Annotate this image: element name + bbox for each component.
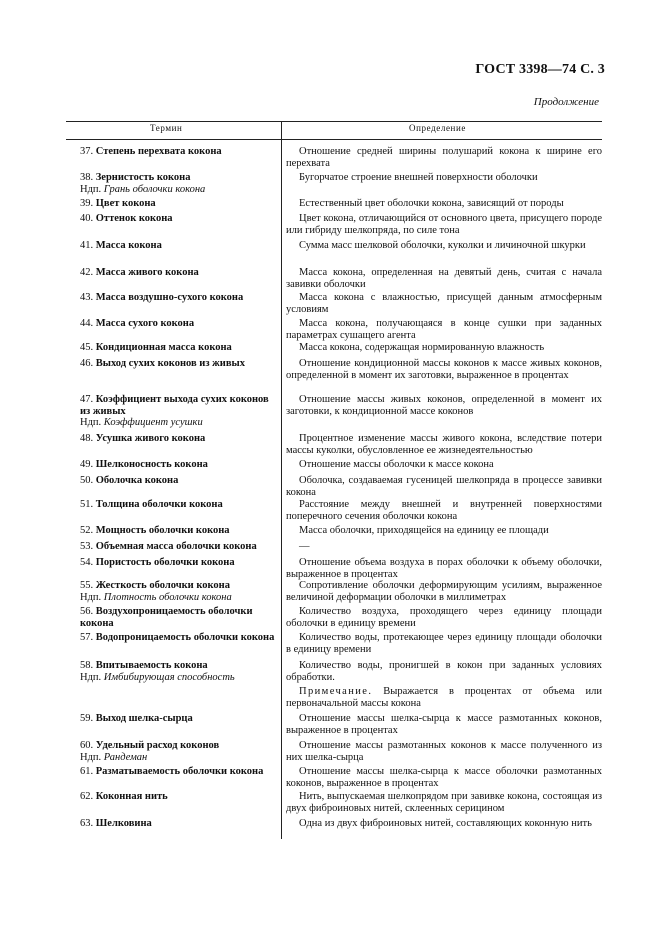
definition-cell: Нить, выпускаемая шелкопрядом при завивке кокона, состоящая из двух фиброиновых нитей, склеенных серицином bbox=[286, 791, 602, 814]
term-title bbox=[66, 459, 278, 471]
term-name: Разматываемость оболочки кокона bbox=[95, 766, 264, 777]
definition-cell: Отношение массы живых коконов, определенной в момент их заготовки, к кондиционной массе коконов bbox=[286, 394, 602, 417]
term-cell bbox=[66, 525, 278, 537]
term-number: 43. bbox=[80, 292, 94, 303]
term-title bbox=[66, 475, 278, 487]
term-cell bbox=[66, 292, 278, 304]
term-name: Мощность оболочки кокона bbox=[95, 525, 230, 536]
term-number: 61. bbox=[80, 766, 94, 777]
term-number: 56. bbox=[80, 606, 94, 617]
definition-cell: Процентное изменение массы живого кокона, вследствие потери массы куколки, обусловленное ее жизнедеятельностью bbox=[286, 433, 602, 456]
term-number: 62. bbox=[80, 791, 94, 802]
synonym-text: Имбибирующая способность bbox=[103, 671, 235, 683]
definition-cell: Сопротивление оболочки деформирующим усилиям, выраженное величиной деформации оболочки в миллиметрах bbox=[286, 580, 602, 603]
term-title bbox=[66, 292, 278, 304]
term-number: 57. bbox=[80, 632, 94, 643]
term-cell bbox=[66, 580, 278, 603]
term-cell bbox=[66, 740, 278, 763]
term-name: Жесткость оболочки кокона bbox=[95, 580, 230, 591]
definition-cell: Сумма масс шелковой оболочки, куколки и личиночной шкурки bbox=[299, 240, 586, 251]
synonym-prefix: Ндп. bbox=[80, 417, 102, 428]
term-synonym-line bbox=[66, 184, 278, 196]
term-number: 60. bbox=[80, 740, 94, 751]
term-title bbox=[66, 198, 278, 210]
term-title bbox=[66, 146, 278, 158]
term-name: Выход сухих коконов из живых bbox=[95, 358, 245, 369]
term-title bbox=[66, 172, 278, 184]
term-number: 42. bbox=[80, 267, 94, 278]
term-cell bbox=[66, 240, 278, 252]
term-title bbox=[66, 632, 278, 644]
term-cell bbox=[66, 198, 278, 210]
term-title bbox=[66, 499, 278, 511]
definition-cell: — bbox=[299, 541, 310, 552]
term-title bbox=[66, 740, 278, 752]
term-number: 47. bbox=[80, 394, 94, 405]
term-name: Удельный расход коконов bbox=[95, 740, 220, 751]
term-title bbox=[66, 318, 278, 330]
term-number: 49. bbox=[80, 459, 94, 470]
term-title bbox=[66, 557, 278, 569]
term-number: 53. bbox=[80, 541, 94, 552]
term-number: 48. bbox=[80, 433, 94, 444]
definition-cell: Одна из двух фиброиновых нитей, составляющих коконную нить bbox=[299, 818, 592, 829]
term-number: 37. bbox=[80, 146, 94, 157]
term-cell bbox=[66, 146, 278, 158]
term-name: Цвет кокона bbox=[95, 198, 156, 209]
term-name: Оттенок кокона bbox=[95, 213, 173, 224]
term-cell bbox=[66, 606, 278, 629]
column-header-definitions: Определение bbox=[409, 123, 466, 133]
term-number: 59. bbox=[80, 713, 94, 724]
synonym-prefix: Ндп. bbox=[80, 751, 102, 763]
definition-cell: Масса оболочки, приходящейся на единицу ее площади bbox=[299, 525, 549, 536]
definition-cell: Отношение массы шелка-сырца к массе оболочки размотанных коконов, выраженное в процентах bbox=[286, 766, 602, 789]
table-header-rule bbox=[66, 139, 602, 140]
term-title bbox=[66, 267, 278, 279]
term-title bbox=[66, 606, 278, 629]
term-cell bbox=[66, 358, 278, 370]
term-cell bbox=[66, 557, 278, 569]
term-title bbox=[66, 660, 278, 672]
term-name: Зернистость кокона bbox=[95, 172, 191, 183]
page-header: ГОСТ 3398—74 С. 3 bbox=[475, 62, 605, 77]
term-cell bbox=[66, 766, 278, 778]
term-cell bbox=[66, 632, 278, 644]
term-synonym-line bbox=[66, 417, 278, 429]
definition-cell: Масса кокона, содержащая нормированную влажность bbox=[299, 342, 545, 353]
term-name: Степень перехвата кокона bbox=[95, 146, 222, 157]
term-title bbox=[66, 791, 278, 803]
term-number: 39. bbox=[80, 198, 94, 209]
term-cell bbox=[66, 791, 278, 803]
term-name: Масса кокона bbox=[95, 240, 162, 251]
definition-cell: Масса кокона, определенная на девятый день, считая с начала завивки оболочки bbox=[286, 267, 602, 290]
term-name: Впитываемость кокона bbox=[95, 660, 208, 671]
term-name: Воздухопроницаемость оболочки кокона bbox=[80, 606, 253, 629]
term-number: 40. bbox=[80, 213, 94, 224]
term-title bbox=[66, 394, 278, 417]
continuation-label: Продолжение bbox=[533, 96, 599, 108]
term-cell bbox=[66, 213, 278, 225]
synonym-text: Грань оболочки кокона bbox=[103, 183, 206, 195]
term-name: Объемная масса оболочки кокона bbox=[95, 541, 257, 552]
definition-cell: Оболочка, создаваемая гусеницей шелкопряда в процессе завивки кокона bbox=[286, 475, 602, 498]
term-name: Выход шелка-сырца bbox=[95, 713, 193, 724]
term-title bbox=[66, 240, 278, 252]
term-cell bbox=[66, 342, 278, 354]
term-title bbox=[66, 541, 278, 553]
term-name: Шелковина bbox=[95, 818, 152, 829]
term-number: 38. bbox=[80, 172, 94, 183]
term-number: 44. bbox=[80, 318, 94, 329]
synonym-text: Коэффициент усушки bbox=[103, 417, 203, 428]
term-title bbox=[66, 818, 278, 830]
definition-cell: Отношение кондиционной массы коконов к массе живых коконов, определенной в момент их заготовки, выраженное в процентах bbox=[286, 358, 602, 381]
definition-cell: Бугорчатое строение внешней поверхности оболочки bbox=[299, 172, 538, 183]
term-number: 55. bbox=[80, 580, 94, 591]
term-title bbox=[66, 358, 278, 370]
definition-cell: Количество воды, протекающее через единицу площади оболочки в единицу времени bbox=[286, 632, 602, 655]
term-title bbox=[66, 766, 278, 778]
definition-cell: Количество воздуха, проходящего через единицу площади оболочки в единицу времени bbox=[286, 606, 602, 629]
synonym-text: Рандеман bbox=[103, 751, 148, 763]
term-cell bbox=[66, 818, 278, 830]
term-number: 41. bbox=[80, 240, 94, 251]
term-number: 58. bbox=[80, 660, 94, 671]
synonym-text: Плотность оболочки кокона bbox=[103, 591, 232, 603]
term-name: Пористость оболочки кокона bbox=[95, 557, 235, 568]
term-synonym-line bbox=[66, 752, 278, 764]
term-name: Оболочка кокона bbox=[95, 475, 179, 486]
term-name: Толщина оболочки кокона bbox=[95, 499, 223, 510]
term-title bbox=[66, 213, 278, 225]
term-name: Масса живого кокона bbox=[95, 267, 199, 278]
term-name: Коэффициент выхода сухих коконов из живых bbox=[80, 394, 269, 417]
term-synonym-line bbox=[66, 672, 278, 684]
column-divider bbox=[281, 121, 282, 839]
term-cell bbox=[66, 267, 278, 279]
term-cell bbox=[66, 318, 278, 330]
term-cell bbox=[66, 433, 278, 445]
definition-cell: Количество воды, пронигшей в кокон при заданных условиях обработки. bbox=[286, 660, 602, 683]
definition-cell: Естественный цвет оболочки кокона, зависящий от породы bbox=[299, 198, 564, 209]
term-title bbox=[66, 713, 278, 725]
term-number: 63. bbox=[80, 818, 94, 829]
definition-cell: Отношение средней ширины полушарий кокона к ширине его перехвата bbox=[286, 146, 602, 169]
table-top-rule bbox=[66, 121, 602, 122]
term-name: Кондиционная масса кокона bbox=[95, 342, 232, 353]
definition-cell: Расстояние между внешней и внутренней поверхностями поперечного сечения оболочки кокона bbox=[286, 499, 602, 522]
definition-cell: Отношение массы оболочки к массе кокона bbox=[299, 459, 494, 470]
term-cell bbox=[66, 713, 278, 725]
term-number: 50. bbox=[80, 475, 94, 486]
term-number: 54. bbox=[80, 557, 94, 568]
term-name: Коконная нить bbox=[95, 791, 168, 802]
term-name: Масса сухого кокона bbox=[95, 318, 195, 329]
column-header-terms: Термин bbox=[150, 123, 183, 133]
term-title bbox=[66, 433, 278, 445]
term-cell bbox=[66, 172, 278, 195]
term-cell bbox=[66, 499, 278, 511]
term-number: 51. bbox=[80, 499, 94, 510]
term-cell bbox=[66, 459, 278, 471]
synonym-prefix: Ндп. bbox=[80, 591, 102, 603]
note-cell: Примечание. Выражается в процентах от объема или первоначальной массы кокона bbox=[286, 686, 602, 709]
definition-cell: Цвет кокона, отличающийся от основного цвета, присущего породе или гибриду шелкопряда, по силе тона bbox=[286, 213, 602, 236]
term-cell bbox=[66, 475, 278, 487]
definition-cell: Отношение объема воздуха в порах оболочки к объему оболочки, выраженное в процентах bbox=[286, 557, 602, 580]
synonym-prefix: Ндп. bbox=[80, 183, 102, 195]
definition-cell: Отношение массы размотанных коконов к массе полученного из них шелка-сырца bbox=[286, 740, 602, 763]
term-number: 46. bbox=[80, 358, 94, 369]
term-name: Масса воздушно-сухого кокона bbox=[95, 292, 244, 303]
note-label: Примечание. bbox=[299, 686, 373, 697]
term-title bbox=[66, 525, 278, 537]
synonym-prefix: Ндп. bbox=[80, 671, 102, 683]
term-title bbox=[66, 342, 278, 354]
definition-cell: Масса кокона с влажностью, присущей данным атмосферным условиям bbox=[286, 292, 602, 315]
definition-cell: Отношение массы шелка-сырца к массе размотанных коконов, выраженное в процентах bbox=[286, 713, 602, 736]
term-cell bbox=[66, 660, 278, 683]
definition-cell: Масса кокона, получающаяся в конце сушки при заданных параметрах сушащего агента bbox=[286, 318, 602, 341]
term-number: 52. bbox=[80, 525, 94, 536]
term-name: Усушка живого кокона bbox=[95, 433, 206, 444]
term-cell bbox=[66, 541, 278, 553]
term-title bbox=[66, 580, 278, 592]
term-name: Водопроницаемость оболочки кокона bbox=[95, 632, 275, 643]
term-synonym-line bbox=[66, 592, 278, 604]
term-cell bbox=[66, 394, 278, 429]
term-number: 45. bbox=[80, 342, 94, 353]
term-name: Шелконосность кокона bbox=[95, 459, 208, 470]
